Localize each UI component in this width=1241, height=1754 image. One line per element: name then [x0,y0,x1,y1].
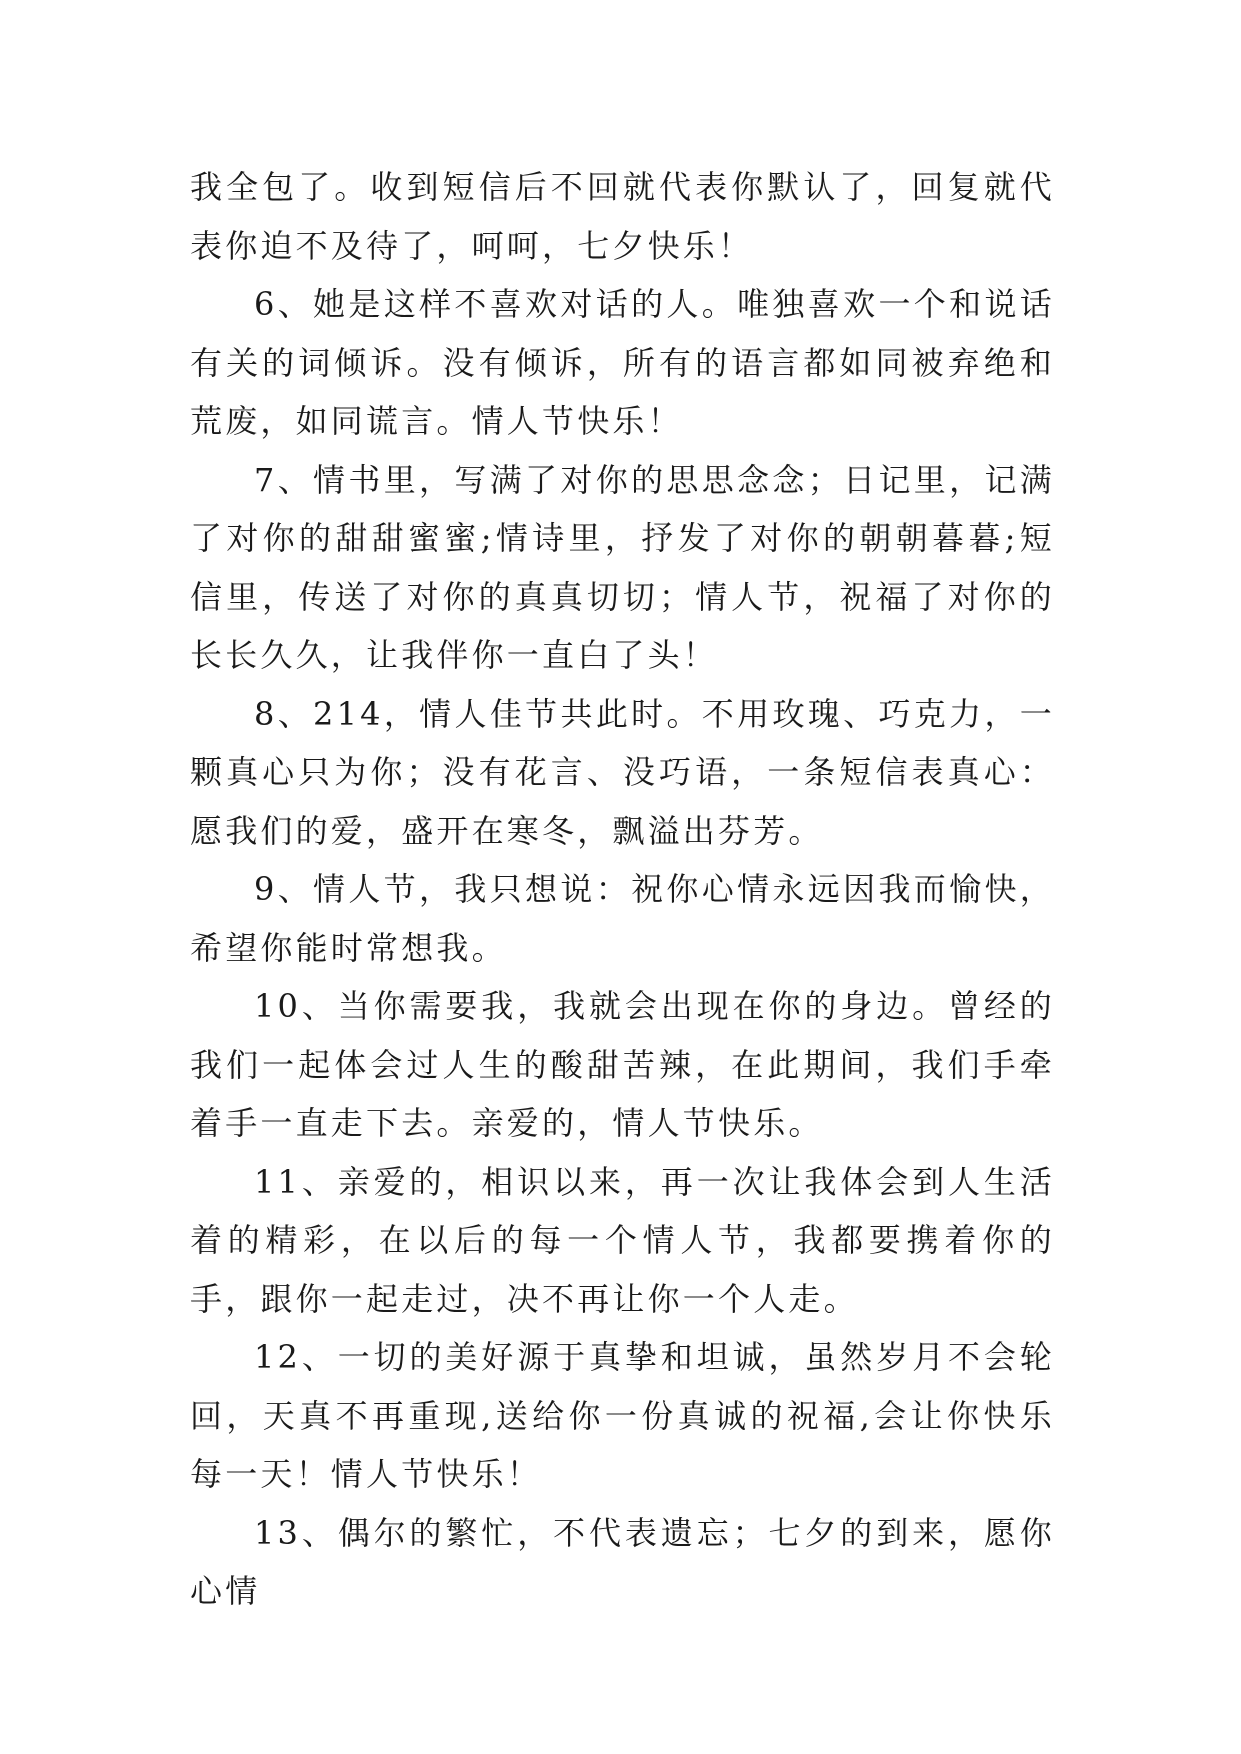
paragraph-9: 9、情人节，我只想说：祝你心情永远因我而愉快，希望你能时常想我。 [190,870,1055,967]
paragraph-11: 11、亲爱的，相识以来，再一次让我体会到人生活着的精彩，在以后的每一个情人节，我都要携着你的手，跟你一起走过，决不再让你一个人走。 [190,1162,1055,1318]
document-body [190,158,1055,1621]
paragraph-7: 7、情书里，写满了对你的思思念念；日记里，记满了对你的甜甜蜜蜜;情诗里，抒发了对你的朝朝暮暮;短信里，传送了对你的真真切切；情人节，祝福了对你的长长久久，让我伴你一直白了头！ [190,460,1055,674]
paragraph-13: 13、偶尔的繁忙，不代表遗忘；七夕的到来，愿你心情 [190,1513,1055,1610]
paragraph-6: 6、她是这样不喜欢对话的人。唯独喜欢一个和说话有关的词倾诉。没有倾诉，所有的语言都如同被弃绝和荒废，如同谎言。情人节快乐！ [190,285,1055,440]
paragraph-continuation: 我全包了。收到短信后不回就代表你默认了，回复就代表你迫不及待了，呵呵，七夕快乐！ [190,168,1055,265]
paragraph-8: 8、214，情人佳节共此时。不用玫瑰、巧克力，一颗真心只为你；没有花言、没巧语，一条短信表真心：愿我们的爱，盛开在寒冬，飘溢出芬芳。 [190,694,1055,850]
paragraph-10: 10、当你需要我，我就会出现在你的身边。曾经的我们一起体会过人生的酸甜苦辣，在此期间，我们手牵着手一直走下去。亲爱的，情人节快乐。 [190,987,1055,1142]
paragraph-12: 12、一切的美好源于真挚和坦诚，虽然岁月不会轮回，天真不再重现,送给你一份真诚的祝福,会让你快乐每一天！情人节快乐！ [190,1338,1055,1493]
